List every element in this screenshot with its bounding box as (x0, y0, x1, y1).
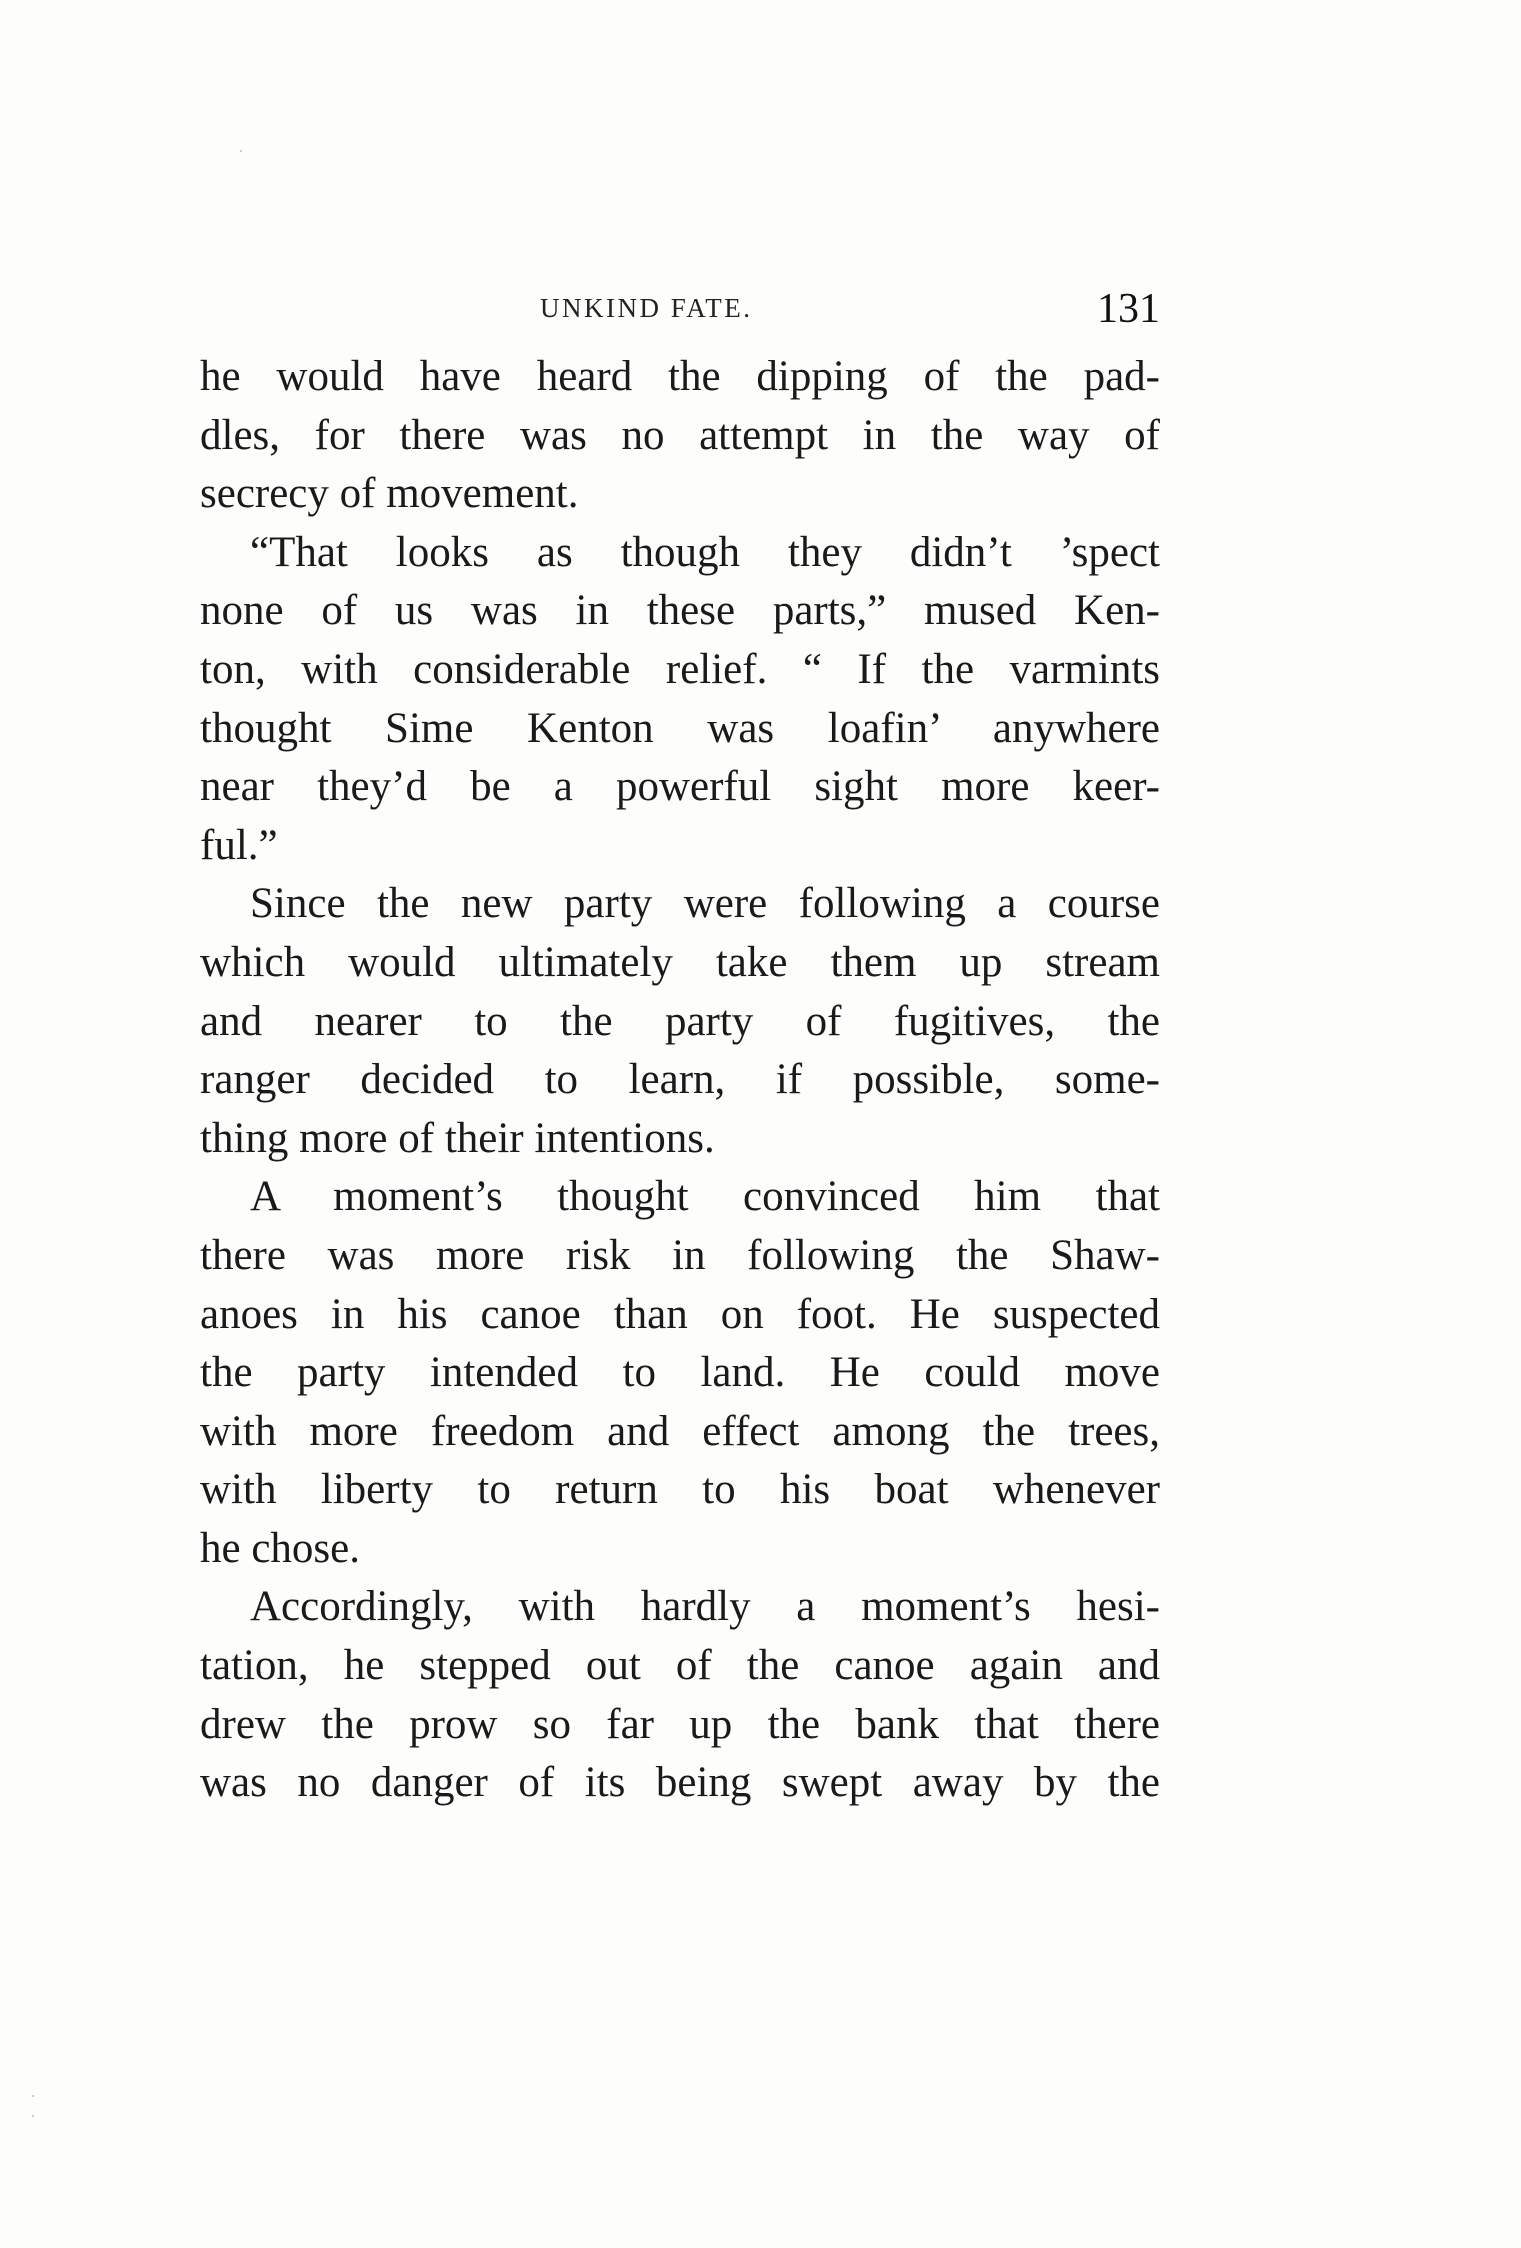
text-line: A moment’s thought convinced him that (250, 1173, 1160, 1221)
text-line: he chose. (200, 1524, 360, 1572)
text-line: thought Sime Kenton was loafin’ anywhere (200, 704, 1160, 752)
text-line: ranger decided to learn, if possible, some- (200, 1056, 1160, 1104)
text-line: the party intended to land. He could move (200, 1349, 1160, 1397)
text-line: “That looks as though they didn’t ’spect (250, 528, 1160, 576)
paper-speck (240, 150, 242, 152)
text-line: there was more risk in following the Shaw- (200, 1231, 1160, 1279)
text-line: ton, with considerable relief. “ If the varmints (200, 645, 1160, 693)
text-line: Accordingly, with hardly a moment’s hesi- (250, 1583, 1160, 1631)
text-line: with liberty to return to his boat whenever (200, 1466, 1160, 1514)
text-line: dles, for there was no attempt in the way of (200, 411, 1160, 459)
text-line: tation, he stepped out of the canoe again and (200, 1642, 1160, 1690)
text-line: he would have heard the dipping of the pad- (200, 353, 1160, 400)
text-line: anoes in his canoe than on foot. He suspected (200, 1290, 1160, 1338)
text-line: was no danger of its being swept away by the (200, 1759, 1160, 1807)
text-line: with more freedom and effect among the trees, (200, 1407, 1160, 1455)
text-line: Since the new party were following a course (250, 880, 1160, 928)
page-number: 131 (1097, 286, 1160, 332)
text-line: drew the prow so far up the bank that there (200, 1700, 1160, 1748)
paper-speck (32, 2095, 34, 2097)
text-line: thing more of their intentions. (200, 1114, 715, 1162)
paper-speck (32, 2115, 34, 2117)
text-line: near they’d be a powerful sight more keer- (200, 763, 1160, 811)
text-line: secrecy of movement. (200, 470, 579, 518)
text-line: which would ultimately take them up stream (200, 938, 1160, 986)
running-title: UNKIND FATE. (540, 293, 753, 323)
text-line: and nearer to the party of fugitives, the (200, 997, 1160, 1045)
text-line: none of us was in these parts,” mused Ken- (200, 587, 1160, 635)
text-line: ful.” (200, 821, 278, 869)
running-head (200, 285, 1160, 345)
body-text (200, 348, 1160, 1813)
